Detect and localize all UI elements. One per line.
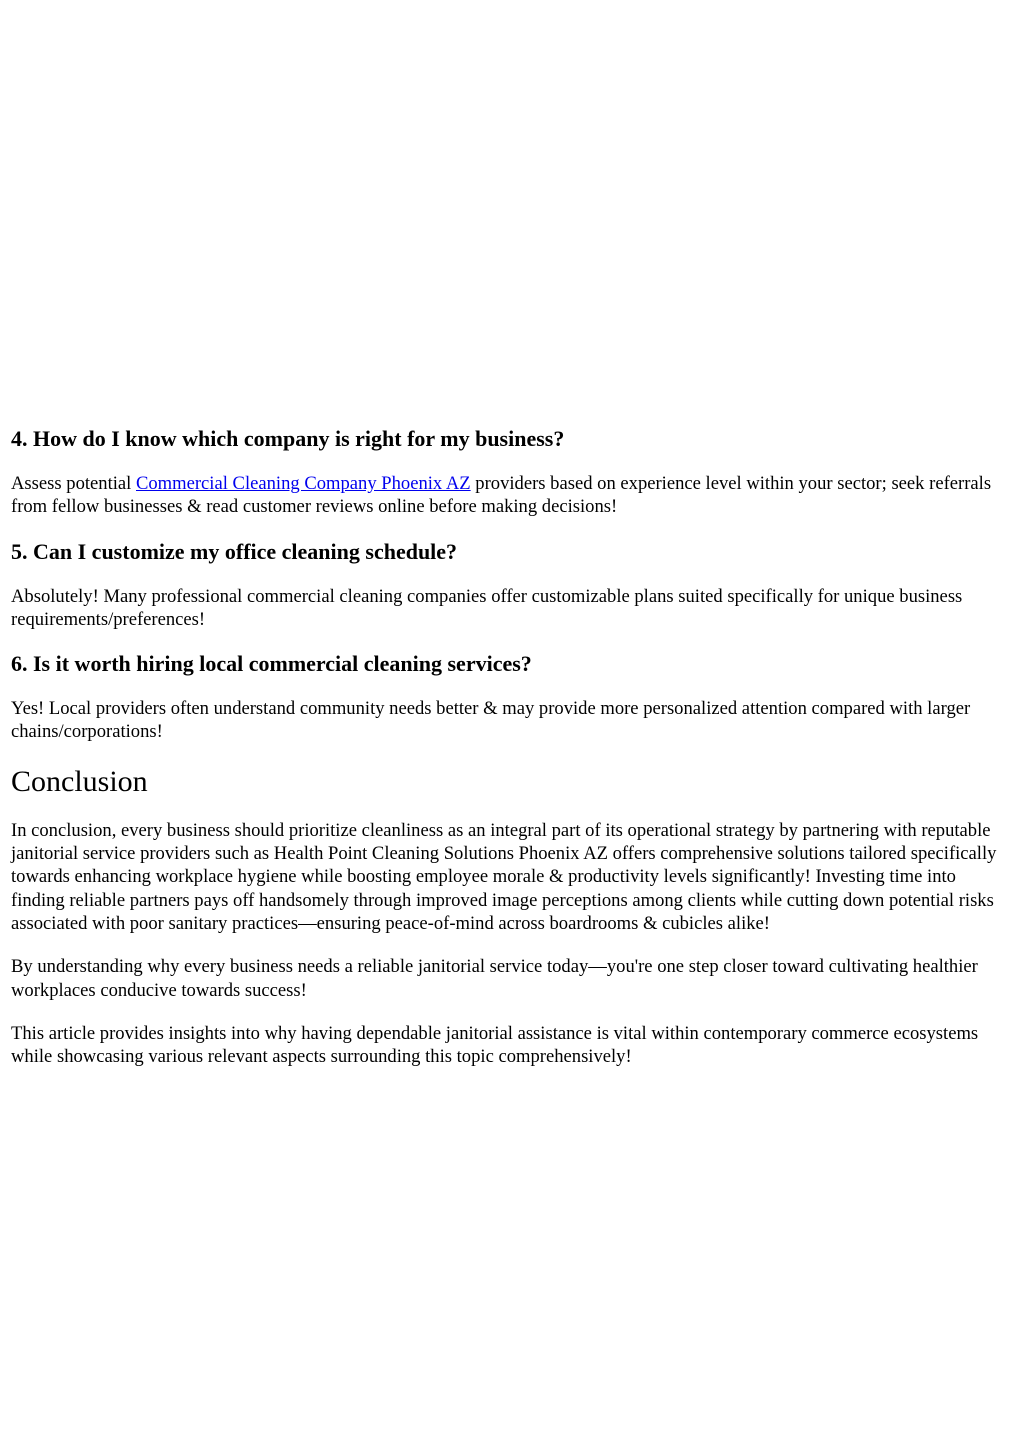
conclusion-section [11, 764, 1014, 1069]
conclusion-paragraph: By understanding why every business needs a reliable janitorial service today—you're one step closer toward cultivating healthier workplaces conducive towards success! [11, 956, 978, 1001]
faq-item-6 [11, 651, 1014, 744]
faq-question: 4. How do I know which company is right for my business? [11, 426, 565, 451]
faq-question: 6. Is it worth hiring local commercial cleaning services? [11, 651, 532, 677]
conclusion-paragraph: This article provides insights into why having dependable janitorial assistance is vital within contemporary commerce ecosystems while showcasing various relevant aspects surrounding this topic comprehensively! [11, 1022, 979, 1068]
faq-answer-text: Assess potential [11, 473, 136, 494]
commercial-cleaning-link[interactable]: Commercial Cleaning Company Phoenix AZ [135, 473, 471, 494]
article-content [11, 426, 1014, 1088]
conclusion-heading: Conclusion [11, 764, 148, 798]
faq-answer: Absolutely! Many professional commercial cleaning companies offer customizable plans suited specifically for unique business requirements/preferences! [11, 585, 963, 630]
conclusion-paragraph: In conclusion, every business should prioritize cleanliness as an integral part of its operational strategy by partnering with reputable janitorial service providers such as Health Point Cleaning Solutions Phoenix AZ offers comprehensive solutions tailored specifically towards enhancing workplace hygiene while boosting employee morale & productivity levels significantly! Investing time into finding reliable partners pays off handsomely through improved image perceptions among clients while cutting down potential risks associated with poor sanitary practices—ensuring peace-of-mind across boardrooms & cubicles alike! [11, 819, 997, 934]
faq-item-5 [11, 539, 1014, 632]
faq-question: 5. Can I customize my office cleaning schedule? [11, 538, 458, 564]
faq-answer: Yes! Local providers often understand community needs better & may provide more personalized attention compared with larger chains/corporations! [11, 698, 971, 743]
faq-item-4 [11, 426, 1014, 519]
faq-answer [11, 472, 1014, 519]
faq-answer-text: providers based on experience level within your sector; seek referrals from fellow businesses & read customer reviews online before making decisions! [11, 473, 992, 518]
